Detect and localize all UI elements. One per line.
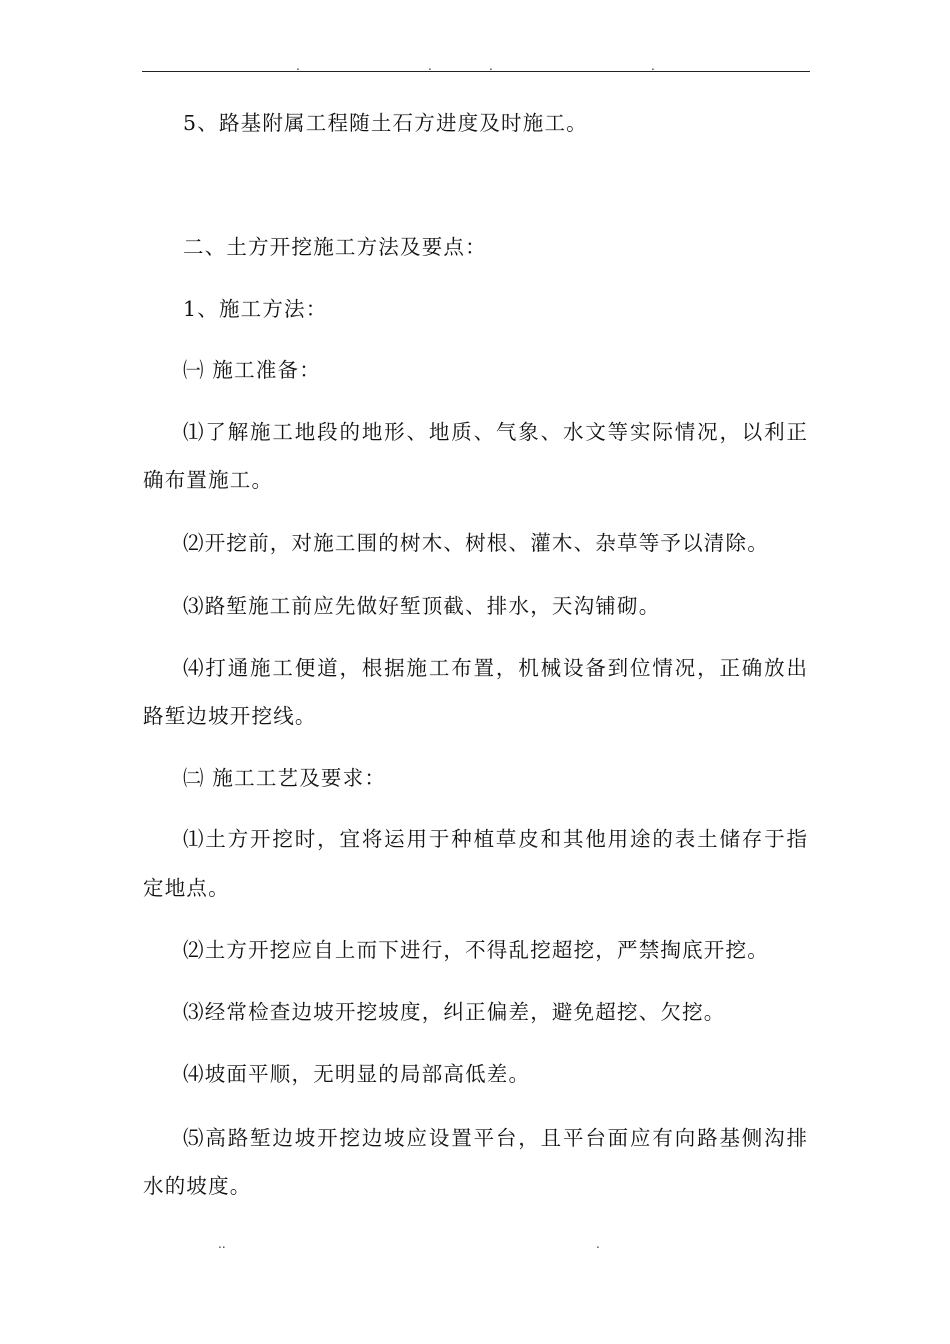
paragraph-1-line-2: 确布置施工。 <box>143 468 274 492</box>
paragraph-1-line-1: ⑴了解施工地段的地形、地质、气象、水文等实际情况，以利正 <box>183 420 807 444</box>
requirement-1-line-2: 定地点。 <box>143 876 230 900</box>
part-1-heading: ㈠ 施工准备： <box>183 358 321 382</box>
header-dot: . <box>651 59 655 73</box>
item-5-text: 5、路基附属工程随土石方进度及时施工。 <box>183 111 588 135</box>
header-rule <box>142 71 810 72</box>
requirement-4: ⑷坡面平顺，无明显的局部高低差。 <box>183 1062 531 1086</box>
requirement-2: ⑵土方开挖应自上而下进行，不得乱挖超挖，严禁掏底开挖。 <box>183 938 769 962</box>
footer-left-mark: .. <box>218 1237 226 1251</box>
paragraph-3: ⑶路堑施工前应先做好堑顶截、排水，天沟铺砌。 <box>183 594 661 618</box>
requirement-5-line-2: 水的坡度。 <box>143 1174 252 1198</box>
section-2-heading: 二、土方开挖施工方法及要点： <box>183 235 487 259</box>
footer-right-mark: . <box>596 1237 600 1251</box>
header-dot: . <box>428 59 432 73</box>
requirement-3: ⑶经常检查边坡开挖坡度，纠正偏差，避免超挖、欠挖。 <box>183 1000 726 1024</box>
subsection-1-heading: 1、施工方法： <box>183 297 328 321</box>
paragraph-4-line-1: ⑷打通施工便道，根据施工布置，机械设备到位情况，正确放出 <box>183 656 807 680</box>
paragraph-2: ⑵开挖前，对施工围的树木、树根、灌木、杂草等予以清除。 <box>183 531 769 555</box>
part-2-heading: ㈡ 施工工艺及要求： <box>183 766 387 790</box>
requirement-5-line-1: ⑸高路堑边坡开挖边坡应设置平台，且平台面应有向路基侧沟排 <box>183 1126 807 1150</box>
header-dot: . <box>489 59 493 73</box>
header-dot: . <box>296 59 300 73</box>
requirement-1-line-1: ⑴土方开挖时，宜将运用于种植草皮和其他用途的表土储存于指 <box>183 827 807 851</box>
paragraph-4-line-2: 路堑边坡开挖线。 <box>143 704 317 728</box>
